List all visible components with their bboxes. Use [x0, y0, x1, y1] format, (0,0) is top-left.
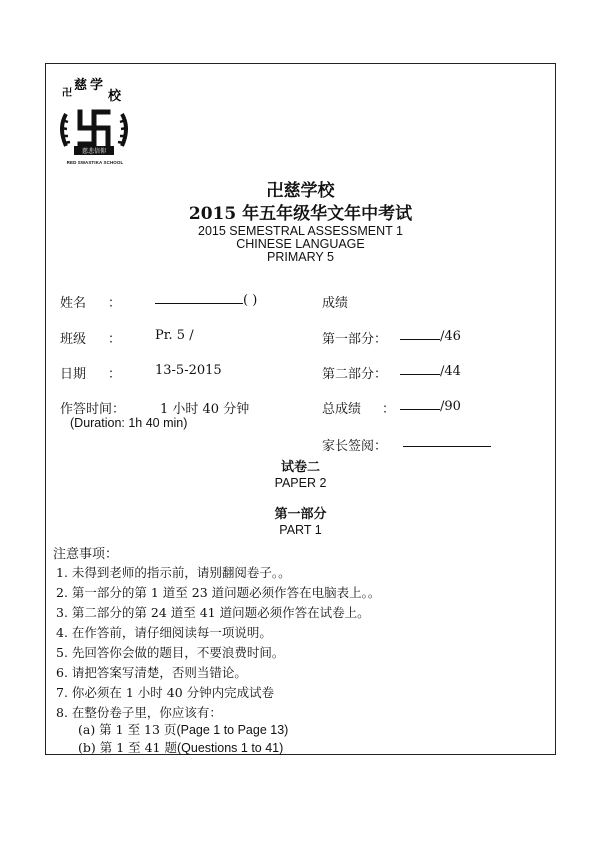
note-item: 2. 第一部分的第 1 道至 23 道问题必须作答在电脑表上。。: [56, 585, 381, 600]
index-number-paren: ( ): [243, 293, 258, 308]
note-item: 8. 在整份卷子里，你应该有：: [56, 705, 222, 720]
note-item: 5. 先回答你会做的题目，不要浪费时间。: [56, 645, 285, 660]
part1-total: /46: [440, 329, 461, 344]
part1-score-label: 第一部分：: [322, 332, 388, 347]
class-colon: ：: [108, 332, 122, 347]
score-label: 成绩: [322, 296, 349, 311]
total-total: /90: [440, 399, 461, 414]
note-sub-item-b: (b) 第 1 至 41 题(Questions 1 to 41): [78, 740, 284, 755]
part-title-en: PART 1: [279, 523, 322, 537]
date-colon: ：: [108, 367, 122, 382]
logo-char-4: 校: [108, 89, 122, 104]
class-label: 班级: [60, 332, 87, 347]
logo-char-3: 学: [90, 78, 104, 93]
logo-caption: RED SWASTIKA SCHOOL: [66, 160, 124, 165]
school-name: 卍慈学校: [266, 181, 335, 201]
logo-motto: 慈悲信仰: [81, 148, 107, 155]
note-sub-item-a: (a) 第 1 至 13 页(Page 1 to Page 13): [78, 722, 289, 737]
school-logo: [56, 76, 132, 168]
name-field[interactable]: [155, 292, 257, 308]
date-value: 13-5-2015: [155, 363, 222, 378]
paper-title-en: PAPER 2: [274, 476, 327, 490]
parent-signature-field[interactable]: [403, 435, 491, 451]
time-label: 作答时间：: [60, 402, 126, 417]
note-item: 4. 在作答前，请仔细阅读每一项说明。: [56, 625, 272, 640]
part2-score-label: 第二部分：: [322, 367, 388, 382]
duration-en: (Duration: 1h 40 min): [70, 416, 188, 430]
total-score-field[interactable]: [400, 398, 461, 414]
exam-title-en: 2015 SEMESTRAL ASSESSMENT 1: [198, 224, 403, 238]
exam-title: 2015 年五年级华文年中考试: [188, 204, 413, 224]
paper-title: 试卷二: [280, 460, 320, 475]
part1-score-field[interactable]: [400, 328, 461, 344]
note-item: 6. 请把答案写清楚，否则当错论。: [56, 665, 247, 680]
name-label: 姓名: [60, 296, 87, 311]
note-item: 7. 你必须在 1 小时 40 分钟内完成试卷: [56, 685, 275, 700]
note-item: 3. 第二部分的第 24 道至 41 道问题必须作答在试卷上。: [56, 605, 370, 620]
part-title: 第一部分: [274, 507, 327, 522]
note-item: 1. 未得到老师的指示前，请别翻阅卷子。。: [56, 565, 291, 580]
time-value: 1 小时 40 分钟: [160, 402, 250, 417]
part2-score-field[interactable]: [400, 363, 461, 379]
total-colon: ：: [382, 402, 396, 417]
parent-signature-label: 家长签阅：: [322, 439, 388, 454]
logo-char-1: 卍: [62, 88, 72, 99]
part2-total: /44: [440, 364, 461, 379]
level-en: PRIMARY 5: [267, 250, 334, 264]
class-value[interactable]: Pr. 5 /: [155, 328, 194, 343]
name-colon: ：: [108, 296, 122, 311]
subject-en: CHINESE LANGUAGE: [236, 237, 365, 251]
notes-title: 注意事项：: [53, 547, 119, 562]
swastika-emblem-icon: [80, 112, 108, 144]
date-label: 日期: [60, 367, 87, 382]
logo-char-2: 慈: [74, 78, 88, 93]
total-score-label: 总成绩: [322, 402, 362, 417]
